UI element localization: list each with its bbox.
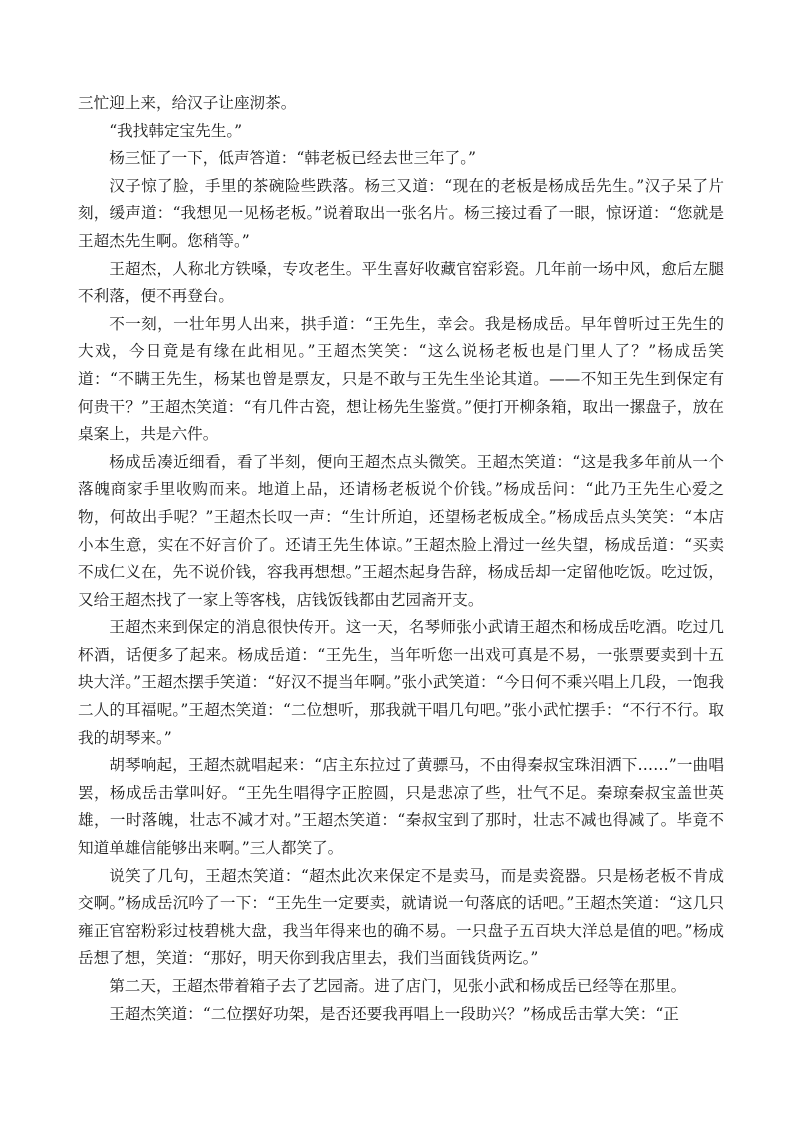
paragraph: 第二天，王超杰带着箱子去了艺园斋。进了店门，见张小武和杨成岳已经等在那里。 — [109, 977, 687, 995]
paragraph: 杨成岳凑近细看，看了半刻，便向王超杰点头微笑。王超杰笑道：“这是我多年前从一个落魄商家手里收购而来。地道上品，还请杨老板说个价钱。”杨成岳问：“此乃王先生心爱之物，何故出手呢？”王超杰长叹一声：“生计所迫，还望杨老板成全。”杨成岳点头笑笑：“本店小本生意，实在不好言价了。还请王先生体谅。”王超杰脸上滑过一丝失望，杨成岳道：“买卖不成仁义在，先不说价钱，容我再想想。”王超杰起身告辞，杨成岳却一定留他吃饭。吃过饭，又给王超杰找了一家上等客栈，店钱饭钱都由艺园斋开支。 — [78, 452, 724, 609]
paragraph: 王超杰来到保定的消息很快传开。这一天，名琴师张小武请王超杰和杨成岳吃酒。吃过几杯酒，话便多了起来。杨成岳道：“王先生，当年听您一出戏可真是不易，一张票要卖到十五块大洋。”王超杰摆手笑道：“好汉不提当年啊。”张小武笑道：“今日何不乘兴唱上几段，一饱我二人的耳福呢。”王超杰笑道：“二位想听，那我就干唱几句吧。”张小武忙摆手：“不行不行。取我的胡琴来。” — [78, 618, 724, 747]
paragraph: “我找韩定宝先生。” — [109, 121, 243, 140]
paragraph: 汉子惊了脸，手里的茶碗险些跌落。杨三又道：“现在的老板是杨成岳先生。”汉子呆了片刻，缓声道：“我想见一见杨老板。”说着取出一张名片。杨三接过看了一眼，惊讶道：“您就是王超杰先生啊。您稍等。” — [78, 176, 724, 250]
document-body — [78, 90, 724, 1028]
paragraph: 杨三怔了一下，低声答道：“韩老板已经去世三年了。” — [109, 149, 476, 168]
paragraph: 王超杰笑道：“二位摆好功架，是否还要我再唱上一段助兴？”杨成岳击掌大笑：“正 — [109, 1004, 679, 1023]
paragraph: 不一刻，一壮年男人出来，拱手道：“王先生，幸会。我是杨成岳。早年曾听过王先生的大戏，今日竟是有缘在此相见。”王超杰笑笑：“这么说杨老板也是门里人了？”杨成岳笑道：“不瞒王先生，杨某也曾是票友，只是不敢与王先生坐论其道。——不知王先生到保定有何贵干？”王超杰笑道：“有几件古瓷，想让杨先生鉴赏。”便打开柳条箱，取出一摞盘子，放在桌案上，共是六件。 — [78, 314, 724, 444]
paragraph: 三忙迎上来，给汉子让座沏茶。 — [78, 94, 297, 112]
paragraph: 胡琴响起，王超杰就唱起来：“店主东拉过了黄骠马，不由得秦叔宝珠泪洒下……”一曲唱罢，杨成岳击掌叫好。“王先生唱得字正腔圆，只是悲凉了些，壮气不足。秦琼秦叔宝盖世英雄，一时落魄，壮志不减才对。”王超杰笑道：“秦叔宝到了那时，壮志不减也得减了。毕竟不知道单雄信能够出来啊。”三人都笑了。 — [78, 756, 724, 858]
paragraph: 说笑了几句，王超杰笑道：“超杰此次来保定不是卖马，而是卖瓷器。只是杨老板不肯成交啊。”杨成岳沉吟了一下：“王先生一定要卖，就请说一句落底的话吧。”王超杰笑道：“这几只雍正官窑粉彩过枝碧桃大盘，我当年得来也的确不易。一只盘子五百块大洋总是值的吧。”杨成岳想了想，笑道：“那好，明天你到我店里去，我们当面钱货两讫。” — [78, 866, 724, 968]
paragraph: 王超杰，人称北方铁嗓，专攻老生。平生喜好收藏官窑彩瓷。几年前一场中风，愈后左腿不利落，便不再登台。 — [78, 259, 724, 306]
